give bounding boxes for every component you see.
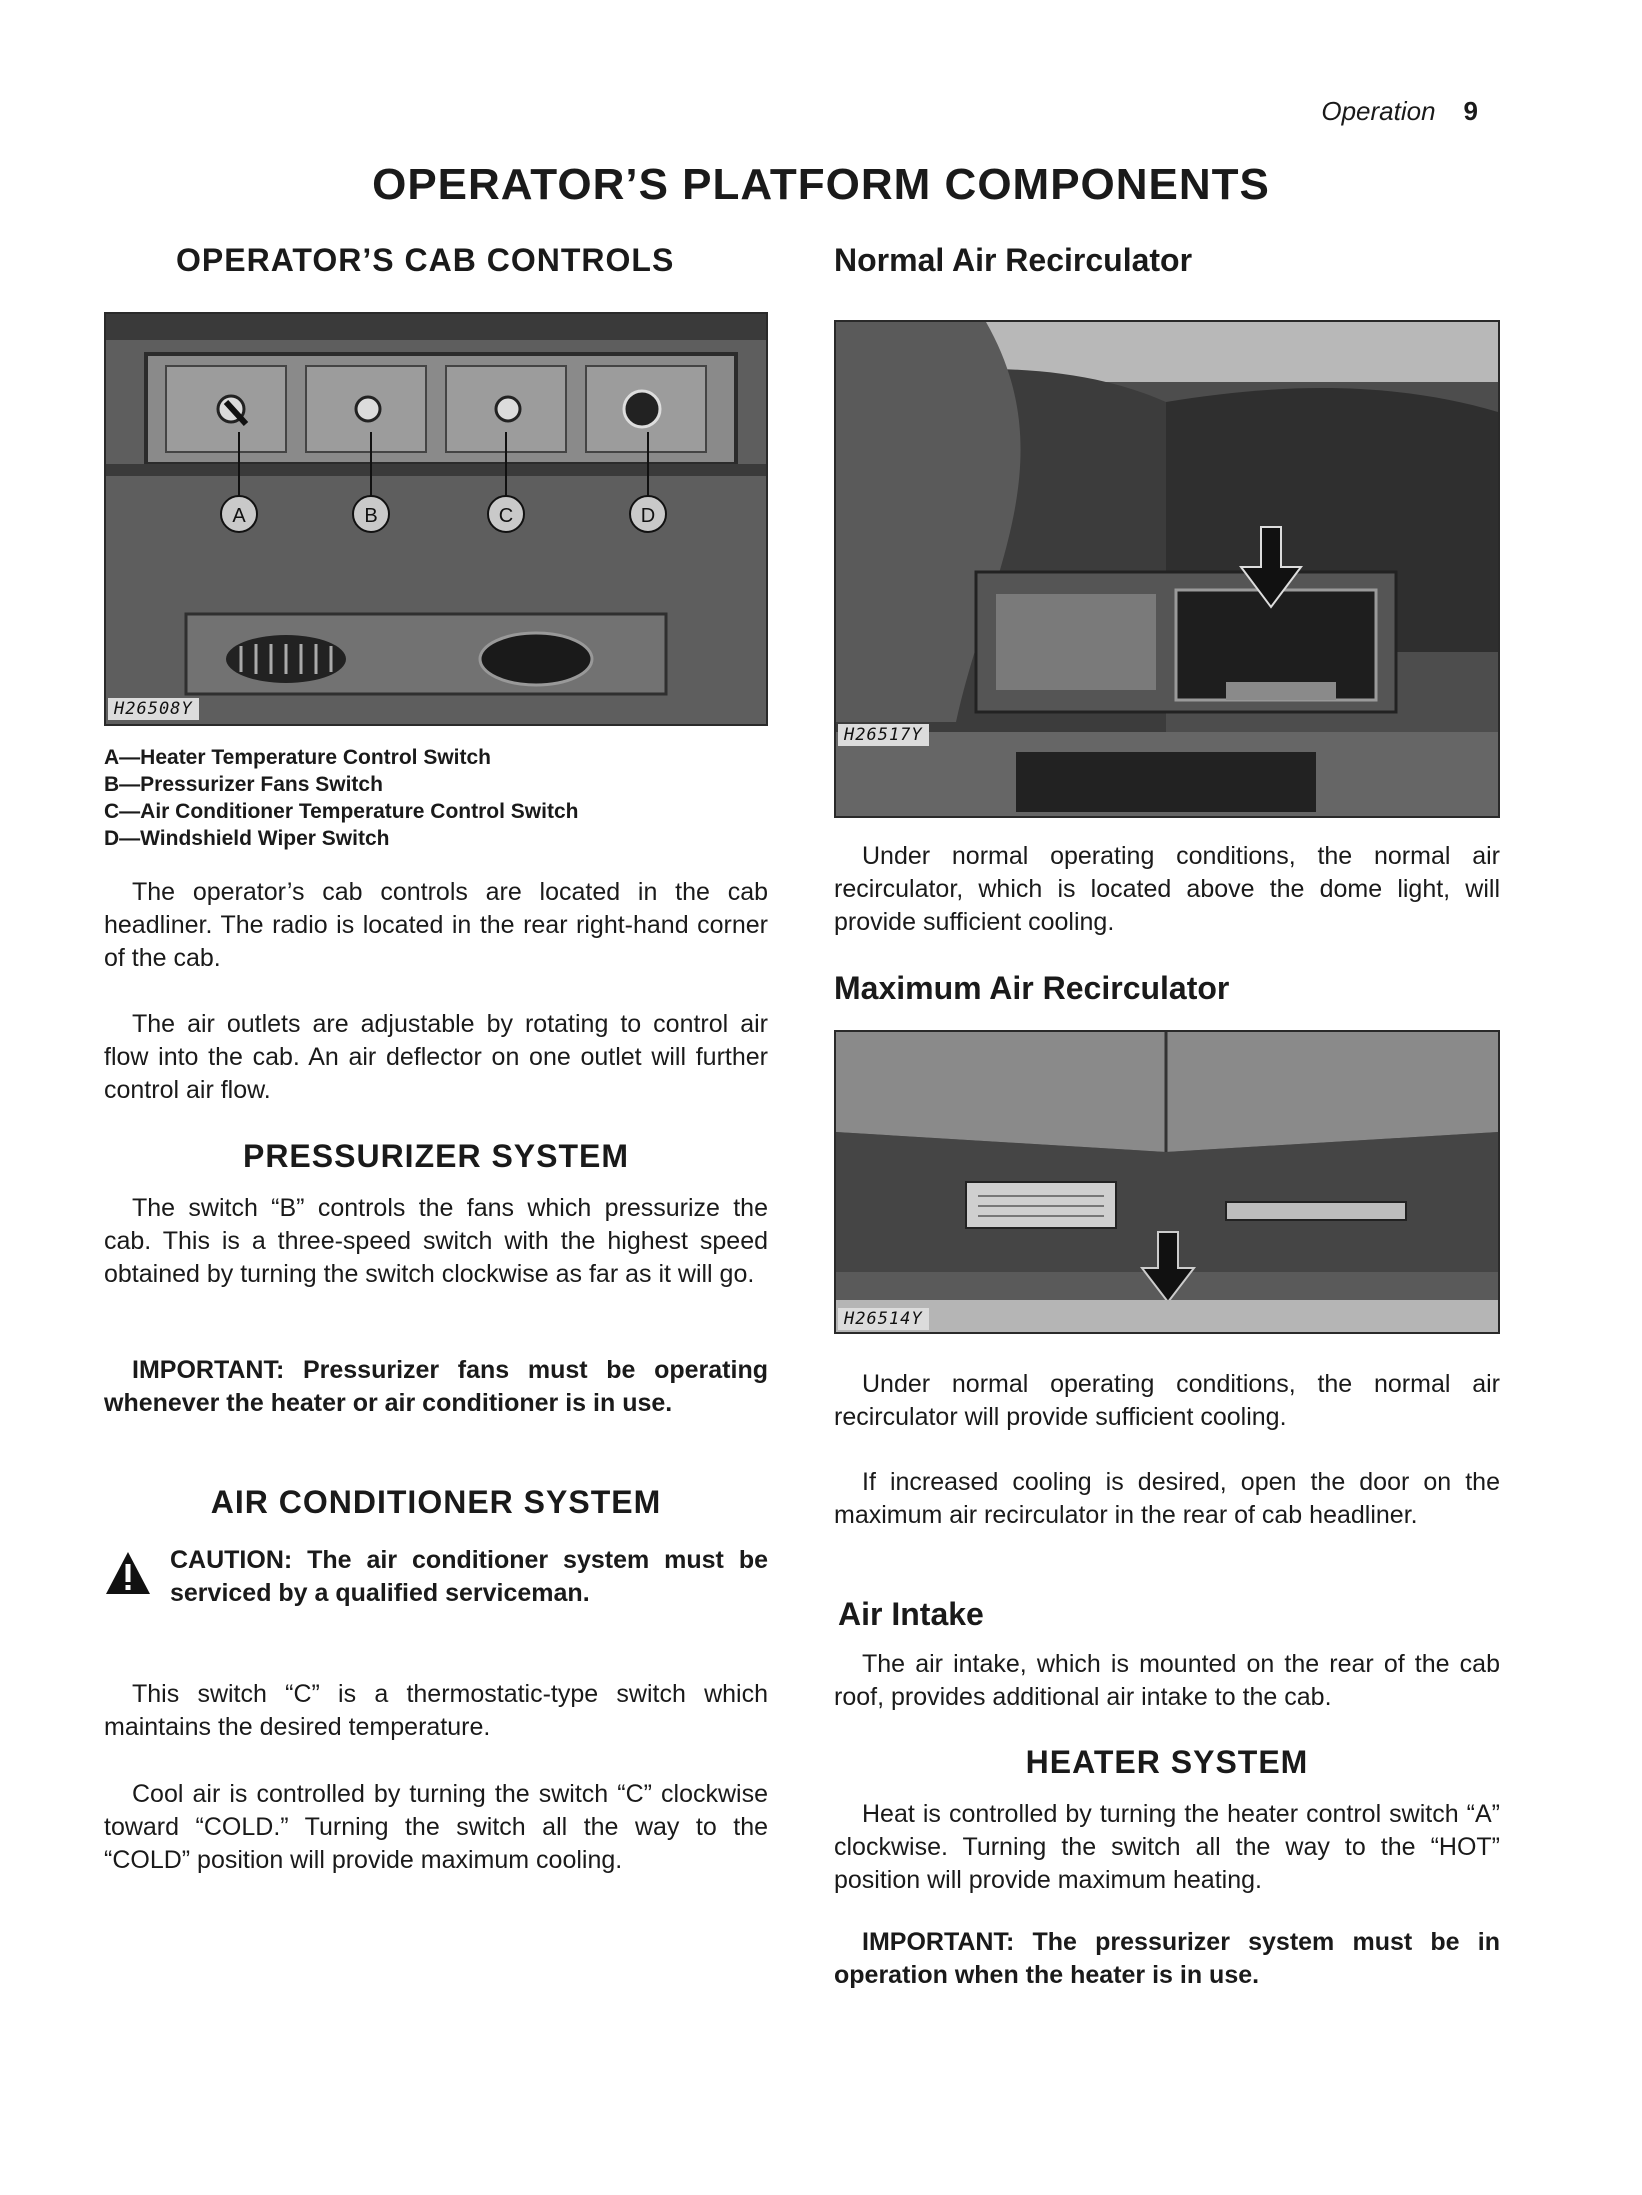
legend-item-b: B—Pressurizer Fans Switch (104, 773, 383, 796)
heater-important-note: IMPORTANT: The pressurizer system must be in operation when the heater is in use. (834, 1928, 1500, 1989)
section-name: Operation (1321, 96, 1436, 126)
maximum-recirculator-photo (834, 1030, 1500, 1334)
svg-text:D: D (640, 505, 656, 527)
legend-item-c: C—Air Conditioner Temperature Control Switch (104, 800, 579, 823)
air-intake-paragraph: The air intake, which is mounted on the rear of the cab roof, provides additional air intake to the cab. (834, 1650, 1500, 1711)
maximum-recirculator-illustration (836, 1032, 1498, 1332)
maximum-recirculator-paragraph-1: Under normal operating conditions, the normal air recirculator will provide sufficient cooling. (834, 1370, 1500, 1431)
cab-controls-paragraph-2: The air outlets are adjustable by rotating to control air flow into the cab. An air deflector on one outlet will further control air flow. (104, 1010, 768, 1104)
svg-text:C: C (498, 505, 514, 527)
cab-controls-paragraph-1: The operator’s cab controls are located in the cab headliner. The radio is located in the rear right-hand corner of the cab. (104, 878, 768, 972)
page-title: OPERATOR’S PLATFORM COMPONENTS (372, 160, 1270, 209)
legend-item-a: A—Heater Temperature Control Switch (104, 746, 492, 769)
callout-c (488, 496, 524, 532)
cab-controls-illustration (106, 314, 766, 724)
air-intake-heading: Air Intake (838, 1596, 984, 1632)
air-conditioner-paragraph-2: Cool air is controlled by turning the switch “C” clockwise toward “COLD.” Turning the switch all the way to the “COLD” position will provide maximum cooling. (104, 1780, 768, 1874)
maximum-recirculator-paragraph-2: If increased cooling is desired, open the door on the maximum air recirculator in the rear of cab headliner. (834, 1468, 1500, 1529)
normal-recirculator-photo (834, 320, 1500, 818)
cab-controls-photo (104, 312, 768, 726)
callout-a (221, 496, 257, 532)
pressurizer-paragraph: The switch “B” controls the fans which pressurize the cab. This is a three-speed switch with the highest speed obtained by turning the switch clockwise as far as it will go. (104, 1194, 768, 1288)
air-conditioner-paragraph-1: This switch “C” is a thermostatic-type switch which maintains the desired temperature. (104, 1680, 768, 1741)
caution-block (104, 1544, 768, 1610)
normal-recirculator-illustration (836, 322, 1498, 816)
caution-text: CAUTION: The air conditioner system must be serviced by a qualified serviceman. (170, 1546, 768, 1607)
heater-paragraph: Heat is controlled by turning the heater control switch “A” clockwise. Turning the switch all the way to the “HOT” position will provide maximum heating. (834, 1800, 1500, 1894)
callout-b (353, 496, 389, 532)
normal-recirculator-heading: Normal Air Recirculator (834, 242, 1193, 278)
page-number: 9 (1463, 96, 1478, 126)
warning-triangle-icon (104, 1550, 152, 1596)
heater-heading: HEATER SYSTEM (1025, 1744, 1309, 1780)
normal-recirculator-paragraph: Under normal operating conditions, the normal air recirculator, which is located above the dome light, will provide sufficient cooling. (834, 842, 1500, 936)
maximum-figure-tag: H26514Y (838, 1308, 929, 1330)
cab-controls-heading: OPERATOR’S CAB CONTROLS (176, 242, 675, 278)
running-header (1321, 96, 1478, 127)
svg-text:A: A (232, 505, 246, 527)
figure-legend (104, 744, 764, 852)
pressurizer-important-note: IMPORTANT: Pressurizer fans must be operating whenever the heater or air conditioner is in use. (104, 1356, 768, 1417)
maximum-recirculator-heading: Maximum Air Recirculator (834, 970, 1230, 1006)
air-conditioner-heading: AIR CONDITIONER SYSTEM (210, 1484, 662, 1520)
svg-text:B: B (364, 505, 378, 527)
figure-tag: H26508Y (108, 698, 199, 720)
pressurizer-heading: PRESSURIZER SYSTEM (242, 1138, 630, 1174)
callout-d (630, 496, 666, 532)
normal-figure-tag: H26517Y (838, 724, 929, 746)
legend-item-d: D—Windshield Wiper Switch (104, 827, 390, 850)
